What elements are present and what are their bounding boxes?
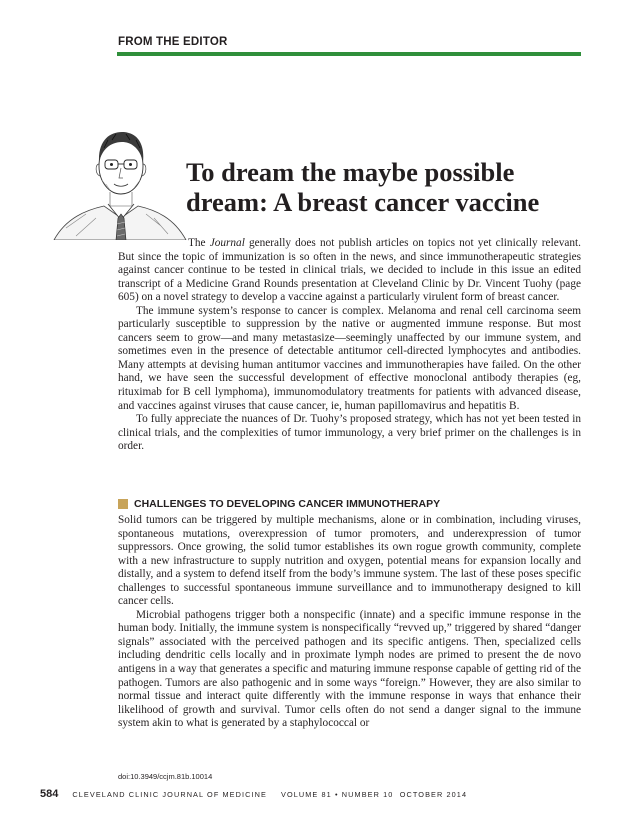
doi: doi:10.3949/ccjm.81b.10014 <box>118 772 213 781</box>
section-paragraph: Solid tumors can be triggered by multiple mechanisms, alone or in combination, including viruses, spontaneous mutations, overexpression of tumor promoters, and underexpression of tumor suppressors. Once growing, the solid tumor establishes its own rogue growth community, complete with a new infrastructure to supply nutrition and oxygen, potential means for expansion locally and distally, and a system to defend itself from the body’s immune system. The last of these poses specific challenges to successful spontaneous immune surveillance and to immunotherapy designed to kill cancer cells. <box>118 514 581 608</box>
editor-portrait-sketch <box>46 118 196 240</box>
intro-paragraph: To fully appreciate the nuances of Dr. Tuohy’s proposed strategy, which has not yet been tested in clinical trials, and the complexities of tumor immunology, a very brief primer on the challenges is in order. <box>118 413 581 453</box>
volume: VOLUME 81 <box>280 790 332 799</box>
page-footer <box>40 788 600 800</box>
issue-info <box>281 790 467 799</box>
article-title: To dream the maybe possible dream: A breast cancer vaccine <box>186 157 540 217</box>
issue-date: OCTOBER 2014 <box>399 790 468 799</box>
section-paragraph: Microbial pathogens trigger both a nonspecific (innate) and a specific immune response in the human body. Initially, the immune system is nonspecifically “revved up,” triggered by shared “danger signals” associated with the perceived pathogen and its specific antigens. Then, specialized cells including dendritic cells locally and in proximate lymph nodes are primed to present the de novo antigens in a way that generates a specific and maturing immune response capable of getting rid of the pathogen. Tumors are also pathogenic and in some ways “foreign.” However, they are also similar to normal tissue and interact quite differently with the immune response in ways that enhance their likelihood of growth and survival. Tumor cells often do not send a danger signal to the immune system akin to what is generated by a staphylococcal or <box>118 608 581 730</box>
separator-bullet: • <box>334 790 339 799</box>
header-rule <box>117 52 581 56</box>
section-label: FROM THE EDITOR <box>118 36 228 48</box>
section-heading-text: CHALLENGES TO DEVELOPING CANCER IMMUNOTHERAPY <box>134 498 441 510</box>
section-body <box>118 514 581 731</box>
section-heading <box>118 497 440 511</box>
intro-paragraph: The immune system’s response to cancer is complex. Melanoma and renal cell carcinoma seem particularly susceptible to suppression by the native or augmented immune response. But most cancers seem to grow—and many metastasize—seemingly unaffected by our immune system, and sometimes even in the presence of detectable antitumor cell-directed lymphocytes and antibodies. Many attempts at devising human antitumor vaccines and immunotherapies have failed. On the other hand, we have seen the successful development of effective monoclonal antibody therapies (eg, rituximab for B cell lymphoma), immunomodulatory treatments for patients with advanced disease, and vaccines against viruses that cause cancer, ie, human papillomavirus and hepatitis B. <box>118 304 581 412</box>
issue-number: NUMBER 10 <box>341 790 394 799</box>
intro-paragraph: The Journal generally does not publish articles on topics not yet clinically relevant. But since the topic of immunization is so often in the news, and since immunotherapeutic strategies against cancer continue to be tested in clinical trials, we decided to include in this issue an edited transcript of a Medicine Grand Rounds presentation at Cleveland Clinic by Dr. Vincent Tuohy (page 605) on a novel strategy to develop a vaccine against a particularly virulent form of breast cancer. <box>118 237 581 304</box>
page-number: 584 <box>40 788 59 800</box>
intro-body <box>118 237 581 454</box>
section-bullet-square-icon <box>118 499 128 509</box>
journal-name: CLEVELAND CLINIC JOURNAL OF MEDICINE <box>72 790 267 799</box>
